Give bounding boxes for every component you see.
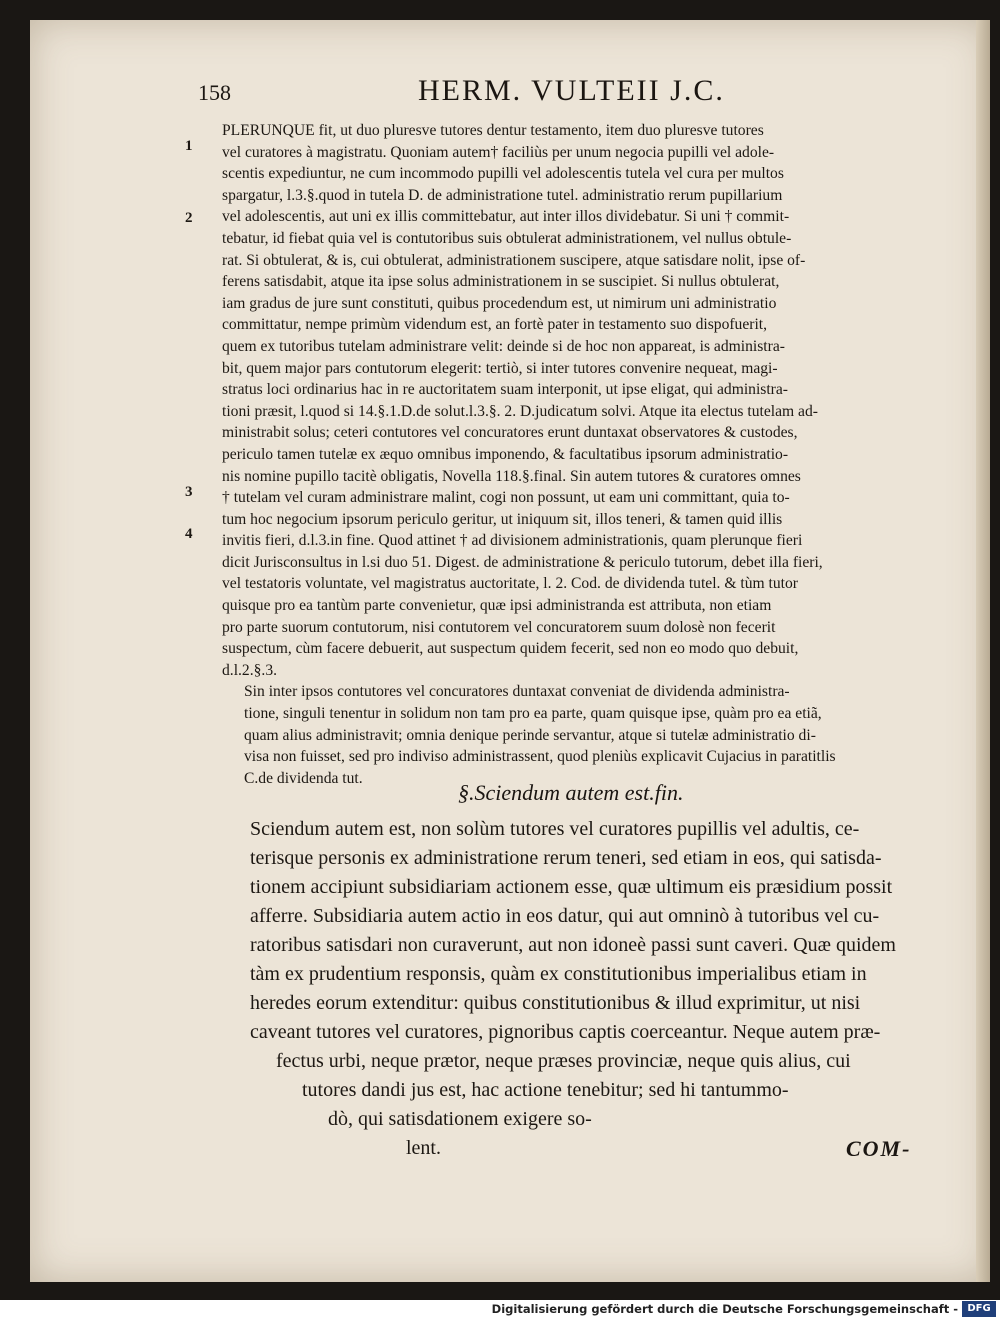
text-line: vel adolescentis, aut uni ex illis committebatur, aut inter illos dividebatur. Si uni † commit- (222, 208, 790, 226)
section-text-line: afferre. Subsidiaria autem actio in eos datur, qui aut omninò à tutoribus vel cu- (250, 905, 880, 927)
section-text-line: fectus urbi, neque prætor, neque præses provinciæ, neque quis alius, cui (276, 1050, 851, 1072)
text-line: suspectum, cùm facere debuerit, aut suspectum quidem fecerit, sed non eo modo quo debuit, (222, 640, 799, 658)
text-line: ministrabit solus; ceteri contutores vel concuratores erunt duntaxat observatores & custodes, (222, 424, 798, 442)
text-line: periculo tamen tutelæ ex æquo omnibus imponendo, & facultatibus ipsorum administratio- (222, 445, 789, 463)
text-line: nis nomine pupillo tacitè obligatis, Novella 118.§.final. Sin autem tutores & curatores omnes (222, 467, 801, 485)
digitization-credit: Digitalisierung gefördert durch die Deutsche Forschungsgemeinschaft - (491, 1302, 958, 1316)
text-line: spargatur, l.3.§.quod in tutela D. de administratione tutel. administratio rerum pupillarium (222, 186, 783, 204)
page-edge (976, 20, 990, 1282)
text-line: iam gradus de jure sunt constituti, quibus procedendum est, ut nimirum uni administratio (222, 294, 777, 312)
margin-number-1: 1 (185, 138, 193, 154)
text-line: C.de dividenda tut. (244, 769, 363, 787)
text-line: invitis fieri, d.l.3.in fine. Quod attinet † ad divisionem administrationis, quam plerunque fieri (222, 532, 803, 550)
text-line: bit, quem major pars contutorum elegerit: tertiò, si inter tutores convenire nequeat, magi- (222, 359, 778, 377)
text-line: committatur, nempe primùm videndum est, an fortè pater in testamento suo dispofuerit, (222, 316, 768, 334)
text-line: tioni præsit, l.quod si 14.§.1.D.de solut.l.3.§. 2. D.judicatum solvi. Atque ita electus tutelam ad- (222, 402, 818, 420)
section-text-line: tionem accipiunt subsidiariam actionem esse, quæ ultimum eis præsidium possit (250, 876, 893, 898)
text-line: tum hoc negocium ipsorum periculo geritur, ut iniquum sit, illos teneri, & tamen quid illis (222, 510, 783, 528)
section-text-line: caveant tutores vel curatores, pignoribus captis coerceantur. Neque autem præ- (250, 1021, 881, 1043)
text-line: quisque pro ea tantùm parte convenietur, quæ ipsi administranda est attributa, non etiam (222, 597, 772, 615)
section-heading: §.Sciendum autem est.fin. (458, 780, 684, 805)
margin-number-4: 4 (185, 526, 193, 542)
text-line: rat. Si obtulerat, & is, cui obtulerat, administrationem suscipere, atque satisdare nolit, ipse of- (222, 251, 806, 269)
paragraph-1 (222, 120, 934, 681)
section-text-line: tàm ex prudentium responsis, quàm ex constitutionibus imperialibus etiam in (250, 963, 867, 985)
text-line: visa non fuisset, sed pro indiviso administrassent, quod pleniùs explicavit Cujacius in paratitlis (244, 748, 836, 766)
section-text-line: tutores dandi jus est, hac actione tenebitur; sed hi tantummo- (302, 1079, 789, 1101)
section-text-line: heredes eorum extenditur: quibus constitutionibus & illud exprimitur, ut nisi (250, 992, 861, 1014)
text-line: ferens satisdabit, atque ita ipse solus administrationem in se suscipiet. Si nullus obtulerat, (222, 273, 780, 291)
paragraph-2 (244, 681, 934, 789)
text-line: pro parte suorum contutorum, nisi contutorem vel concuratorem suum dolosè non fecerit (222, 618, 776, 636)
text-line: stratus loci ordinarius hac in re auctoritatem suam interponit, ut ipse eligat, qui administra- (222, 381, 788, 399)
margin-number-2: 2 (185, 210, 193, 226)
page-number: 158 (198, 80, 231, 105)
section-text-line: terisque personis ex administratione rerum teneri, sed etiam in eos, qui satisda- (250, 847, 882, 869)
text-line: † tutelam vel curam administrare malint, cogi non possunt, ut eam uni committant, quia to- (222, 489, 790, 507)
text-line: vel curatores à magistratu. Quoniam autem† faciliùs per unum negocia pupilli vel adole- (222, 143, 775, 161)
section-text-line: Sciendum autem est, non solùm tutores vel curatores pupillis vel adultis, ce- (250, 818, 860, 840)
section-text-line: lent. (406, 1137, 441, 1159)
text-line: dicit Jurisconsultus in l.si duo 51. Digest. de administratione & periculo tutorum, debet illa fieri, (222, 553, 823, 571)
text-line: quam alius administravit; omnia denique perinde servantur, atque si tutelæ administratio di- (244, 726, 816, 744)
text-line: scentis expediuntur, ne cum incommodo pupilli vel adolescentis tutela vel cura per multos (222, 165, 784, 183)
text-line: PLERUNQUE fit, ut duo pluresve tutores dentur testamento, item duo pluresve tutores (222, 122, 764, 139)
text-line: quem ex tutoribus tutelam administrare velit: deinde si de hoc non appareat, is administra- (222, 337, 785, 355)
text-line: d.l.2.§.3. (222, 661, 278, 679)
text-line: tebatur, id fiebat quia vel is contutoribus suis obtulerat administrationem, vel nullus obtule- (222, 229, 792, 247)
text-line: vel testatoris voluntate, vel magistratus auctoritate, l. 2. Cod. de dividenda tutel. & tùm tutor (222, 575, 798, 593)
margin-number-3: 3 (185, 484, 193, 500)
footer-strip (0, 1300, 1000, 1320)
main-text-block (222, 120, 934, 789)
section-text-block (250, 815, 934, 1163)
text-line: tione, singuli tenentur in solidum non tam pro ea parte, quam quisque ipse, quàm pro ea etiã, (244, 705, 822, 723)
running-head: HERM. VULTEII J.C. (418, 74, 725, 107)
text-line: Sin inter ipsos contutores vel concuratores duntaxat conveniat de dividenda administra- (244, 683, 790, 701)
section-text-line: ratoribus satisdari non curaverunt, aut non idoneè passi sunt caveri. Quæ quidem (250, 934, 896, 956)
catchword: COM- (846, 1136, 912, 1161)
section-text-line: dò, qui satisdationem exigere so- (328, 1108, 592, 1130)
page-header (0, 70, 1000, 110)
dfg-logo: DFG (962, 1301, 996, 1317)
